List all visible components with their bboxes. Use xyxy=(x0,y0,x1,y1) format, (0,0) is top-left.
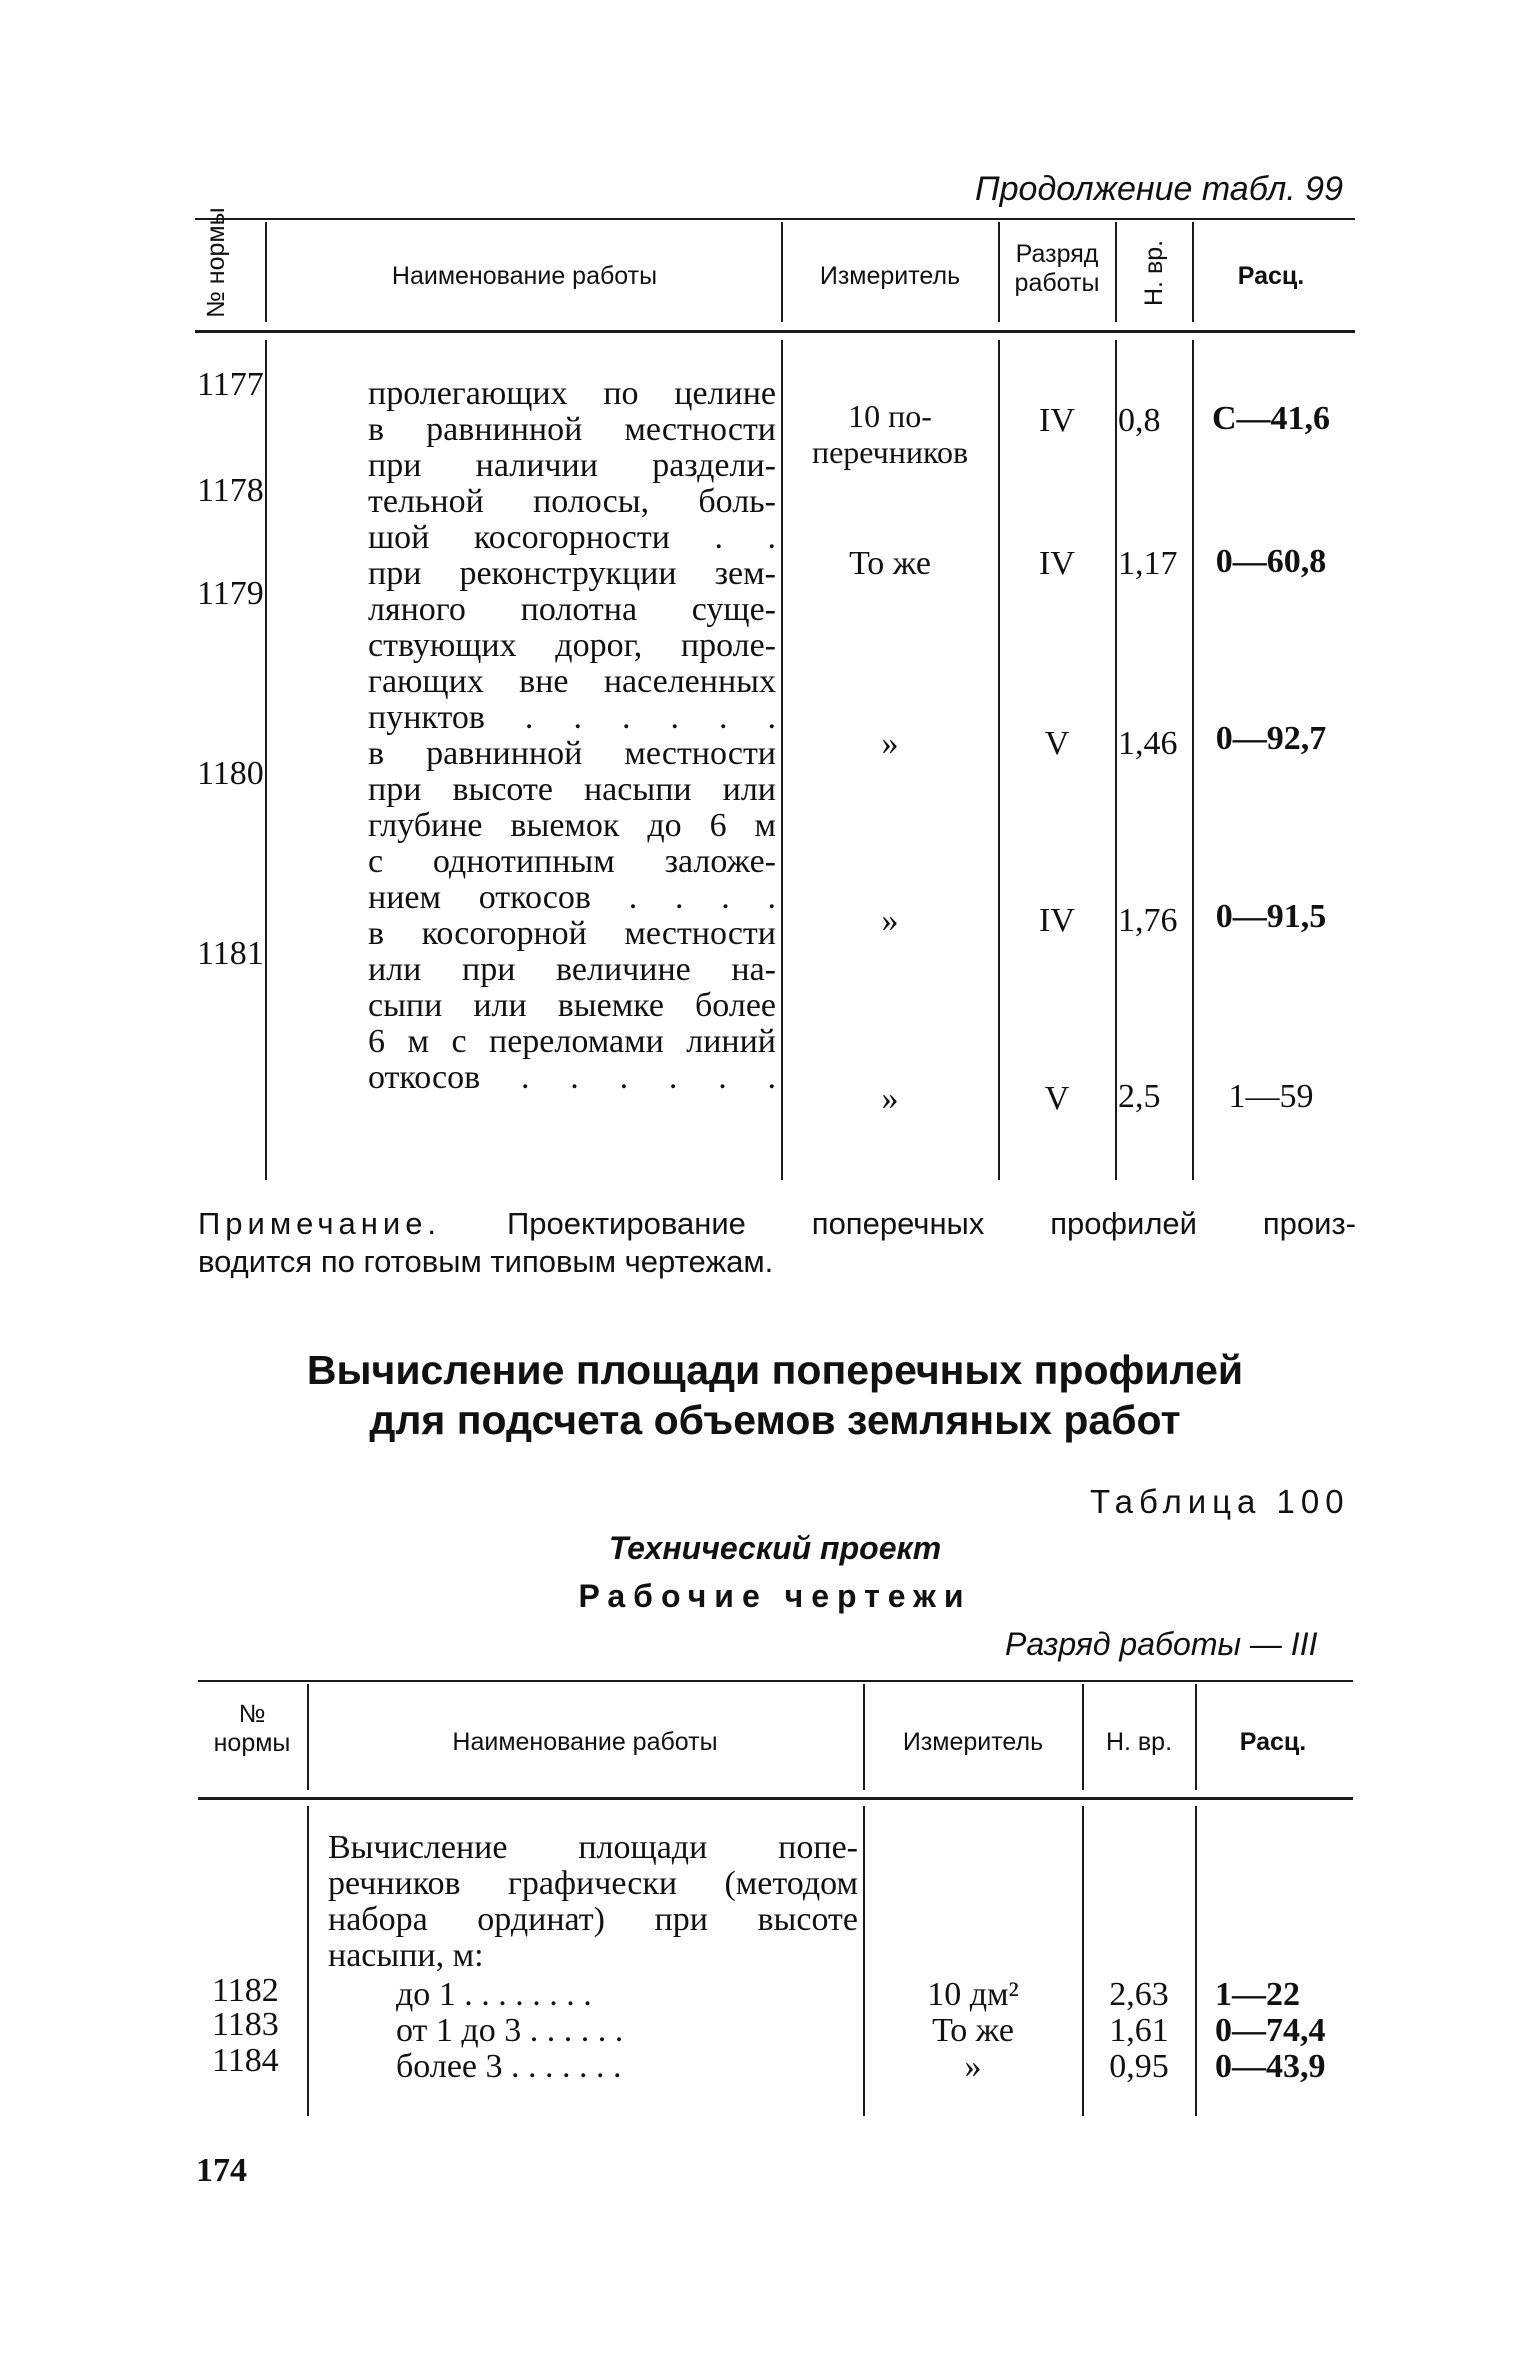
table-99-unit: » xyxy=(881,1080,899,1117)
subtitle-technical-project: Технический проект xyxy=(608,1530,942,1566)
header-grade-line1: Разряд xyxy=(1015,240,1099,268)
description-line: сыпи или выемке более xyxy=(368,987,776,1024)
table-99-time: 0,8 xyxy=(1118,402,1161,439)
table-100-norm-number: 1182 xyxy=(212,1972,279,2009)
intro-line: Вычисление площади попе- xyxy=(328,1829,858,1866)
description-line: глубине выемок до 6 м xyxy=(368,807,776,844)
table-99-norm-number: 1179 xyxy=(197,575,264,612)
description-line: пунктов . . . . . . xyxy=(368,699,776,736)
table-99-rate: 0—91,5 xyxy=(1215,898,1327,935)
table-99-grade: IV xyxy=(1039,902,1075,939)
description-line: при высоте насыпи или xyxy=(368,771,776,808)
description-line: откосов . . . . . . xyxy=(368,1059,776,1096)
table-99-rate: 0—92,7 xyxy=(1215,720,1327,757)
description-line: 6 м с переломами линий xyxy=(368,1023,776,1060)
table-99-unit: » xyxy=(881,725,899,762)
table-99-header-time: Н. вр. xyxy=(1140,239,1168,306)
table-100-header-rate: Расц. xyxy=(1239,1728,1307,1756)
table-100-rate: 1—22 xyxy=(1215,1976,1300,2013)
table-99-time: 1,76 xyxy=(1118,902,1178,939)
description-line: в косогорной местности xyxy=(368,915,776,952)
table-100-norm-number: 1184 xyxy=(212,2042,279,2079)
table-100-header-rule xyxy=(198,1797,1353,1800)
section-title-line-2: для подсчета объемов земляных работ xyxy=(369,1397,1181,1443)
table-99-header-rate: Расц. xyxy=(1237,262,1305,290)
section-title xyxy=(195,1345,1355,1445)
table-99-grade: IV xyxy=(1039,545,1075,582)
description-line: пролегающих по целине xyxy=(368,375,776,412)
table-99-time: 1,17 xyxy=(1118,545,1178,582)
note-line-1 xyxy=(198,1205,1356,1243)
page-number: 174 xyxy=(196,2152,247,2189)
table-99-norm-number: 1177 xyxy=(197,366,264,403)
table-100-header-time: Н. вр. xyxy=(1105,1728,1173,1756)
table-100-header-divider xyxy=(1195,1684,1197,1790)
intro-line: речников графически (методом xyxy=(328,1865,858,1902)
table-100-unit: То же xyxy=(932,2012,1014,2049)
table-99-grade: V xyxy=(1044,725,1070,762)
description-line: нием откосов . . . . xyxy=(368,879,776,916)
table-100-column-divider xyxy=(307,1806,309,2116)
unit-line: перечников xyxy=(811,434,969,470)
note-text-1: Проектирование поперечных профилей произ- xyxy=(441,1206,1356,1241)
description-line: или при величине на- xyxy=(368,951,776,988)
note xyxy=(198,1205,1356,1281)
table-99-column-divider xyxy=(781,340,783,1180)
table-99-unit xyxy=(785,398,995,470)
header-no-symbol: № xyxy=(238,1700,266,1728)
table-99-rate: 0—60,8 xyxy=(1215,543,1327,580)
table-100-header-divider xyxy=(863,1684,865,1790)
table-100-time: 1,61 xyxy=(1109,2012,1169,2049)
table-100-header-no xyxy=(198,1700,306,1758)
table-100-name: до 1 . . . . . . . . xyxy=(396,1976,592,2013)
intro-line: набора ординат) при высоте xyxy=(328,1901,858,1938)
table-99-column-divider xyxy=(1192,340,1194,1180)
table-99-header-divider xyxy=(1192,222,1194,322)
description-line: в равнинной местности xyxy=(368,735,776,772)
table-99-time: 2,5 xyxy=(1118,1078,1161,1115)
table-99-norm-number: 1181 xyxy=(197,935,264,972)
unit-line: 10 по- xyxy=(848,398,932,434)
description-line: при реконструкции зем- xyxy=(368,555,776,592)
table-100-rate: 0—74,4 xyxy=(1215,2012,1326,2049)
description-line: с однотипным заложе- xyxy=(368,843,776,880)
section-title-line-1: Вычисление площади поперечных профилей xyxy=(306,1347,1244,1393)
table-99-header-unit: Измеритель xyxy=(819,262,961,290)
description-line: ствующих дорог, проле- xyxy=(368,627,776,664)
table-99-norm-number: 1178 xyxy=(197,472,264,509)
table-100-time: 0,95 xyxy=(1109,2048,1169,2085)
table-99-norm-number: 1180 xyxy=(197,755,264,792)
table-99-time: 1,46 xyxy=(1118,725,1178,762)
header-grade-line2: работы xyxy=(1014,268,1100,297)
description-line: тельной полосы, боль- xyxy=(368,483,776,520)
description-line: гающих вне населенных xyxy=(368,663,776,700)
table-100-header-divider xyxy=(1082,1684,1084,1790)
intro-line: насыпи, м: xyxy=(328,1937,484,1974)
table-100-header-unit: Измеритель xyxy=(902,1728,1044,1756)
table-99-unit: То же xyxy=(849,545,931,582)
grade-note: Разряд работы — III xyxy=(1005,1626,1318,1662)
table-100-unit: 10 дм² xyxy=(927,1976,1019,2013)
table-100-top-rule xyxy=(198,1680,1353,1682)
table-label: Таблица 100 xyxy=(1090,1483,1350,1520)
description-line: шой косогорности . . xyxy=(368,519,776,556)
table-99-top-rule xyxy=(195,218,1355,220)
table-99-grade: V xyxy=(1044,1080,1070,1117)
table-99-column-divider xyxy=(1115,340,1117,1180)
table-100-column-divider xyxy=(863,1806,865,2116)
table-99-rate: С—41,6 xyxy=(1211,400,1331,437)
table-100-norm-number: 1183 xyxy=(212,2006,279,2043)
table-100-column-divider xyxy=(1195,1806,1197,2116)
table-100-header-divider xyxy=(307,1684,309,1790)
table-99-header-divider xyxy=(265,222,267,322)
table-100-rate: 0—43,9 xyxy=(1215,2048,1326,2085)
description-line: при наличии раздели- xyxy=(368,447,776,484)
table-99-unit: » xyxy=(881,902,899,939)
continuation-label: Продолжение табл. 99 xyxy=(975,170,1343,208)
table-100-time: 2,63 xyxy=(1109,1976,1169,2013)
table-100-name: от 1 до 3 . . . . . . xyxy=(396,2012,624,2049)
table-100-header-name: Наименование работы xyxy=(452,1728,718,1756)
table-100-intro xyxy=(328,1830,858,1974)
header-no-label: нормы xyxy=(202,207,230,285)
table-100-name: более 3 . . . . . . . xyxy=(396,2048,622,2085)
table-100-column-divider xyxy=(1082,1806,1084,2116)
table-99-column-divider xyxy=(265,340,267,1180)
description-line: ляного полотна суще- xyxy=(368,591,776,628)
table-99-grade: IV xyxy=(1039,402,1075,439)
table-99-header-rule xyxy=(195,330,1355,333)
note-text-2: водится по готовым типовым чертежам. xyxy=(198,1244,774,1279)
note-label: Примечание. xyxy=(198,1206,442,1241)
table-99-header-divider xyxy=(1115,222,1117,322)
table-99-header-no xyxy=(202,207,231,318)
table-99-rate: 1—59 xyxy=(1228,1078,1314,1115)
table-99-descriptions xyxy=(368,376,776,1096)
table-99-header-name: Наименование работы xyxy=(391,262,658,290)
header-no-symbol: № xyxy=(202,291,230,318)
table-99-header-grade xyxy=(1000,240,1114,298)
description-line: в равнинной местности xyxy=(368,411,776,448)
table-100-unit: » xyxy=(964,2048,982,2085)
header-no-label: нормы xyxy=(213,1728,291,1757)
table-99-header-divider xyxy=(781,222,783,322)
subtitle-working-drawings: Рабочие чертежи xyxy=(578,1578,972,1614)
